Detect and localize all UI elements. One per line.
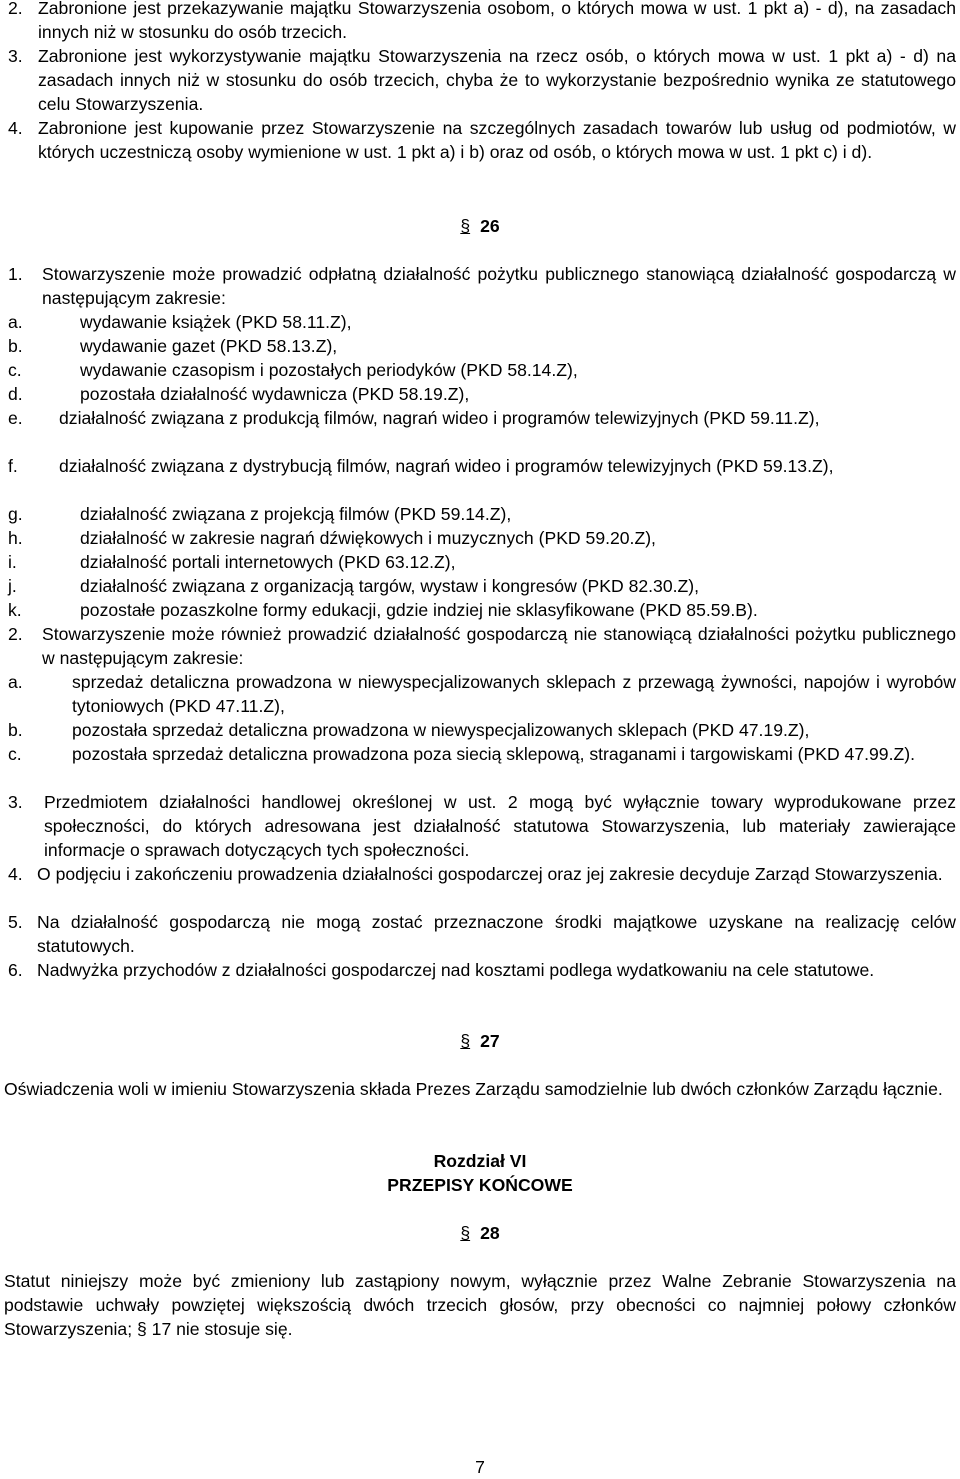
point-number: 1.: [8, 264, 23, 284]
point-text: O podjęciu i zakończeniu prowadzenia działalności gospodarczej oraz jej zakresie decyduje Zarząd Stowarzyszenia.: [37, 864, 943, 884]
s26-point-5: [8, 910, 956, 958]
point-number: 3.: [8, 46, 23, 66]
section-heading-27: [0, 1029, 960, 1053]
item-letter: b.: [8, 720, 23, 740]
s26-item-f: [8, 454, 956, 478]
s26-point-3: [8, 790, 956, 862]
item-letter: g.: [8, 504, 23, 524]
item-text: wydawanie książek (PKD 58.11.Z),: [80, 312, 352, 332]
s26-p2-item-b: [8, 718, 956, 742]
item-text: działalność w zakresie nagrań dźwiękowych i muzycznych (PKD 59.20.Z),: [80, 528, 656, 548]
point-2: [8, 0, 956, 44]
s26-item-d: [8, 382, 956, 406]
section-number: 27: [480, 1031, 500, 1051]
point-4: [8, 116, 956, 164]
point-number: 2.: [8, 624, 23, 644]
s26-item-a: [8, 310, 956, 334]
item-letter: i.: [8, 552, 17, 572]
point-text: Przedmiotem działalności handlowej określonej w ust. 2 mogą być wyłącznie towary wyprodukowane przez społeczności, do których adresowana jest działalność statutowa Stowarzyszenia, lub materiały zawierające informacje o sprawach dotyczących tych społeczności.: [44, 792, 956, 860]
point-3: [8, 44, 956, 116]
s26-item-c: [8, 358, 956, 382]
point-text: Na działalność gospodarczą nie mogą zostać przeznaczone środki majątkowe uzyskane na realizację celów statutowych.: [37, 912, 956, 956]
section-heading-28: [0, 1221, 960, 1245]
item-letter: j.: [8, 576, 17, 596]
point-number: 3.: [8, 792, 23, 812]
point-text: Stowarzyszenie może prowadzić odpłatną działalność pożytku publicznego stanowiącą działalność gospodarczą w następującym zakresie:: [42, 264, 956, 308]
s26-p2-item-a: [8, 670, 956, 718]
s26-item-h: [8, 526, 956, 550]
item-letter: h.: [8, 528, 23, 548]
item-text: pozostała działalność wydawnicza (PKD 58.19.Z),: [80, 384, 470, 404]
s26-point-1: [8, 262, 956, 310]
point-number: 5.: [8, 912, 23, 932]
s27-paragraph: Oświadczenia woli w imieniu Stowarzyszenia składa Prezes Zarządu samodzielnie lub dwóch członków Zarządu łącznie.: [4, 1079, 943, 1099]
s26-item-i: [8, 550, 956, 574]
item-letter: d.: [8, 384, 23, 404]
item-text: działalność portali internetowych (PKD 63.12.Z),: [80, 552, 456, 572]
chapter-title: PRZEPISY KOŃCOWE: [387, 1175, 573, 1195]
item-text: sprzedaż detaliczna prowadzona w niewyspecjalizowanych sklepach z przewagą żywności, napojów i wyrobów tytoniowych (PKD 47.11.Z),: [72, 672, 956, 716]
point-number: 2.: [8, 0, 23, 18]
s26-item-e: [8, 406, 956, 430]
point-number: 4.: [8, 118, 23, 138]
item-letter: c.: [8, 360, 22, 380]
item-text: działalność związana z produkcją filmów, nagrań wideo i programów telewizyjnych (PKD 59.11.Z),: [59, 408, 820, 428]
item-letter: b.: [8, 336, 23, 356]
item-letter: a.: [8, 312, 23, 332]
item-text: działalność związana z organizacją targów, wystaw i kongresów (PKD 82.30.Z),: [80, 576, 699, 596]
s26-item-k: [8, 598, 956, 622]
item-letter: e.: [8, 408, 23, 428]
s26-p2-item-c: [8, 742, 956, 766]
item-text: pozostała sprzedaż detaliczna prowadzona w niewyspecjalizowanych sklepach (PKD 47.19.Z),: [72, 720, 810, 740]
item-text: wydawanie gazet (PKD 58.13.Z),: [80, 336, 338, 356]
s26-item-g: [8, 502, 956, 526]
s28-paragraph: Statut niniejszy może być zmieniony lub zastąpiony nowym, wyłącznie przez Walne Zebranie Stowarzyszenia na podstawie uchwały powziętej większością dwóch trzecich głosów, przy obecności co najmniej połowy członków Stowarzyszenia; § 17 nie stosuje się.: [4, 1271, 956, 1339]
item-letter: f.: [8, 456, 18, 476]
s26-point-6: [8, 958, 956, 982]
item-letter: k.: [8, 600, 22, 620]
page-number: 7: [475, 1457, 485, 1477]
item-text: wydawanie czasopism i pozostałych periodyków (PKD 58.14.Z),: [80, 360, 578, 380]
s26-item-b: [8, 334, 956, 358]
item-text: pozostałe pozaszkolne formy edukacji, gdzie indziej nie sklasyfikowane (PKD 85.59.B).: [80, 600, 758, 620]
section-number: 28: [480, 1223, 500, 1243]
item-text: pozostała sprzedaż detaliczna prowadzona poza siecią sklepową, straganami i targowiskami (PKD 47.99.Z).: [72, 744, 915, 764]
point-text: Zabronione jest wykorzystywanie majątku Stowarzyszenia na rzecz osób, o których mowa w ust. 1 pkt a) - d) na zasadach innych niż w stosunku do osób trzecich, chyba że to wykorzystanie bezpośrednio wynika ze statutowego celu Stowarzyszenia.: [38, 46, 956, 114]
s26-point-2: [8, 622, 956, 670]
section-heading-26: [0, 214, 960, 238]
point-text: Stowarzyszenie może również prowadzić działalność gospodarczą nie stanowiącą działalności pożytku publicznego w następującym zakresie:: [42, 624, 956, 668]
point-number: 4.: [8, 864, 23, 884]
item-text: działalność związana z dystrybucją filmów, nagrań wideo i programów telewizyjnych (PKD 59.13.Z),: [59, 456, 834, 476]
point-text: Zabronione jest przekazywanie majątku Stowarzyszenia osobom, o których mowa w ust. 1 pkt a) - d), na zasadach innych niż w stosunku do osób trzecich.: [38, 0, 956, 42]
s26-point-4: [8, 862, 956, 886]
section-symbol: §: [460, 1223, 471, 1243]
point-text: Zabronione jest kupowanie przez Stowarzyszenie na szczególnych zasadach towarów lub usług od podmiotów, w których uczestniczą osoby wymienione w ust. 1 pkt a) i b) oraz od osób, o których mowa w ust. 1 pkt c) i d).: [38, 118, 956, 162]
point-text: Nadwyżka przychodów z działalności gospodarczej nad kosztami podlega wydatkowaniu na cele statutowe.: [37, 960, 875, 980]
chapter-label: Rozdział VI: [433, 1151, 527, 1171]
item-letter: a.: [8, 672, 23, 692]
section-number: 26: [480, 216, 500, 236]
point-number: 6.: [8, 960, 23, 980]
section-symbol: §: [460, 1031, 471, 1051]
item-text: działalność związana z projekcją filmów (PKD 59.14.Z),: [80, 504, 512, 524]
s26-item-j: [8, 574, 956, 598]
item-letter: c.: [8, 744, 22, 764]
section-symbol: §: [460, 216, 471, 236]
